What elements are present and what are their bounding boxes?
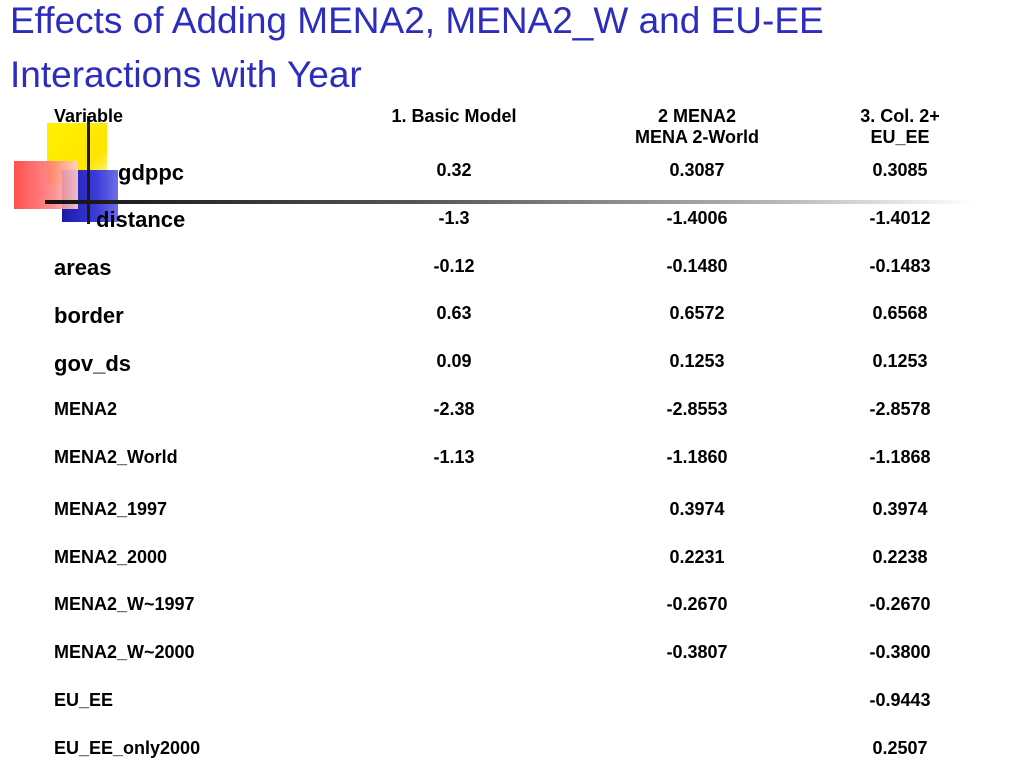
decorative-vertical-line — [87, 116, 90, 224]
cell-mena2-col3: -2.8578 — [869, 399, 931, 419]
cell-distance-mena2: -1.4006 — [666, 208, 728, 228]
row-label-eu-ee-only2000: EU_EE_only2000 — [54, 738, 201, 758]
cell-gov-ds-mena2: 0.1253 — [669, 351, 725, 371]
row-label-mena2: MENA2 — [54, 399, 118, 419]
cell-areas-basic: -0.12 — [433, 256, 475, 276]
slide-title-line-1: Effects of Adding MENA2, MENA2_W and EU-EE — [10, 0, 824, 41]
header-col2-eu-ee — [800, 106, 1000, 148]
header-mena2 — [597, 106, 797, 148]
header-col3-line-1: 3. Col. 2+ — [860, 106, 940, 126]
cell-eu-ee-only2000-col3: 0.2507 — [872, 738, 928, 758]
header-mena2-line-1: 2 MENA2 — [657, 106, 737, 126]
cell-mena2-w-1997-col3: -0.2670 — [869, 594, 931, 614]
row-label-gov-ds: gov_ds — [54, 351, 132, 376]
cell-areas-col3: -0.1483 — [869, 256, 931, 276]
cell-mena2-w-1997-mena2: -0.2670 — [666, 594, 728, 614]
row-label-eu-ee: EU_EE — [54, 690, 114, 710]
cell-gov-ds-basic: 0.09 — [436, 351, 472, 371]
row-label-mena2-w-2000: MENA2_W~2000 — [54, 642, 195, 662]
header-col3-line-2: EU_EE — [870, 127, 930, 147]
header-mena2-line-2: MENA 2-World — [635, 127, 759, 147]
row-label-mena2-1997: MENA2_1997 — [54, 499, 168, 519]
row-label-areas: areas — [54, 255, 112, 280]
cell-border-mena2: 0.6572 — [669, 303, 725, 323]
decorative-horizontal-line — [45, 200, 975, 204]
cell-mena2-mena2: -2.8553 — [666, 399, 728, 419]
cell-mena2-world-col3: -1.1868 — [869, 447, 931, 467]
cell-mena2-1997-mena2: 0.3974 — [669, 499, 725, 519]
cell-mena2-world-mena2: -1.1860 — [666, 447, 728, 467]
cell-distance-col3: -1.4012 — [869, 208, 931, 228]
cell-eu-ee-col3: -0.9443 — [869, 690, 931, 710]
cell-mena2-2000-col3: 0.2238 — [872, 547, 928, 567]
row-label-mena2-2000: MENA2_2000 — [54, 547, 168, 567]
cell-areas-mena2: -0.1480 — [666, 256, 728, 276]
row-label-border: border — [54, 303, 124, 328]
row-label-mena2-world: MENA2_World — [54, 447, 178, 467]
cell-border-basic: 0.63 — [436, 303, 472, 323]
row-label-gdppc: gdppc — [118, 160, 184, 185]
header-basic-model: 1. Basic Model — [391, 106, 517, 126]
slide-title — [10, 0, 1010, 102]
row-label-mena2-w-1997: MENA2_W~1997 — [54, 594, 195, 614]
cell-gdppc-basic: 0.32 — [436, 160, 472, 180]
cell-gdppc-mena2: 0.3087 — [669, 160, 725, 180]
cell-mena2-1997-col3: 0.3974 — [872, 499, 928, 519]
cell-mena2-world-basic: -1.13 — [433, 447, 475, 467]
cell-mena2-2000-mena2: 0.2231 — [669, 547, 725, 567]
cell-distance-basic: -1.3 — [438, 208, 470, 228]
row-label-distance: distance — [96, 207, 186, 232]
slide-title-line-2: Interactions with Year — [10, 54, 362, 95]
cell-border-col3: 0.6568 — [872, 303, 928, 323]
cell-mena2-basic: -2.38 — [433, 399, 475, 419]
cell-gdppc-col3: 0.3085 — [872, 160, 928, 180]
cell-mena2-w-2000-mena2: -0.3807 — [666, 642, 728, 662]
header-variable: Variable — [54, 106, 124, 126]
cell-mena2-w-2000-col3: -0.3800 — [869, 642, 931, 662]
cell-gov-ds-col3: 0.1253 — [872, 351, 928, 371]
